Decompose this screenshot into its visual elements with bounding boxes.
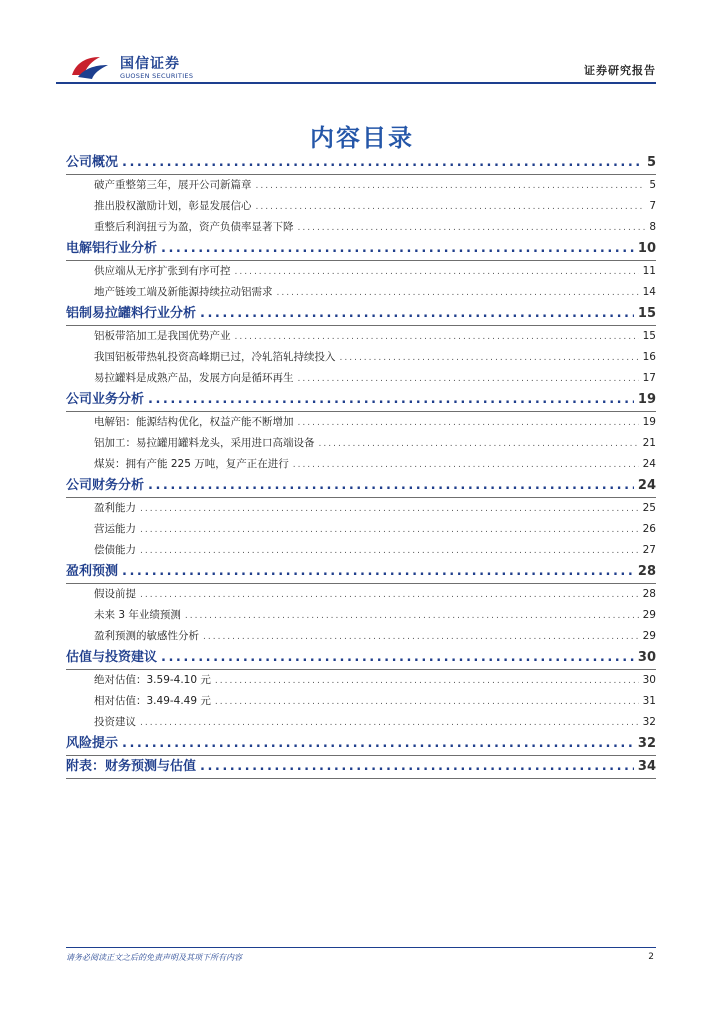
toc-subsection-entry[interactable]: [66, 326, 656, 347]
toc-subsection-entry[interactable]: [66, 691, 656, 712]
toc-subsection-title: 偿债能力: [94, 544, 136, 556]
disclaimer-note: 请务必阅读正文之后的免责声明及其项下所有内容: [66, 953, 242, 962]
toc-subsection-page: 30: [642, 674, 656, 686]
toc-section-title: 公司业务分析: [66, 392, 145, 407]
toc-subsection-entry[interactable]: [66, 712, 656, 733]
toc-subsection-title: 营运能力: [94, 523, 136, 535]
toc-subsection-title: 破产重整第三年，展开公司新篇章: [94, 179, 252, 191]
toc-subsection-page: 21: [642, 437, 656, 449]
toc-leader-dots: [298, 218, 646, 239]
toc-subsection-entry[interactable]: [66, 196, 656, 217]
footer-divider: [66, 947, 656, 948]
company-name-en: GUOSEN SECURITIES: [120, 72, 194, 80]
toc-section-page: 15: [637, 306, 656, 321]
toc-section-entry[interactable]: [66, 647, 656, 669]
toc-leader-dots: [140, 520, 639, 541]
toc-section-title: 公司概况: [66, 155, 119, 170]
toc-leader-dots: [277, 283, 639, 304]
toc-subsection-entry[interactable]: [66, 519, 656, 540]
toc-subsection-entry[interactable]: [66, 540, 656, 561]
toc-subsection-title: 投资建议: [94, 716, 136, 728]
toc-subsection-entry[interactable]: [66, 261, 656, 282]
toc-subsection-entry[interactable]: [66, 412, 656, 433]
toc-section-entry[interactable]: [66, 238, 656, 260]
toc-section-page: 10: [637, 241, 656, 256]
toc-leader-dots: [215, 671, 639, 692]
toc-leader-dots: [256, 176, 646, 197]
company-name-cn: 国信证券: [120, 56, 180, 72]
toc-leader-dots: [122, 561, 634, 583]
toc-subsection-entry[interactable]: [66, 670, 656, 691]
toc-subsection-entry[interactable]: [66, 175, 656, 196]
toc-leader-dots: [203, 627, 639, 648]
toc-leader-dots: [161, 647, 634, 669]
toc-title: 内容目录: [310, 124, 414, 152]
header-divider: [56, 82, 656, 84]
toc-section-title: 铝制易拉罐料行业分析: [66, 306, 197, 321]
toc-subsection-page: 28: [642, 588, 656, 600]
toc-subsection-page: 27: [642, 544, 656, 556]
toc-subsection-entry[interactable]: [66, 498, 656, 519]
page-header: [62, 48, 656, 86]
toc-section-page: 30: [637, 650, 656, 665]
toc-subsection-entry[interactable]: [66, 347, 656, 368]
toc-subsection-page: 29: [642, 609, 656, 621]
toc-section-page: 28: [637, 564, 656, 579]
toc-section-page: 32: [637, 736, 656, 751]
toc-leader-dots: [140, 585, 639, 606]
toc-subsection-title: 绝对估值：3.59-4.10 元: [94, 674, 211, 686]
toc-section-title: 附表：财务预测与估值: [66, 759, 197, 774]
page-number: 2: [648, 952, 654, 962]
toc-section-entry[interactable]: [66, 152, 656, 174]
toc-leader-dots: [235, 262, 639, 283]
toc-leader-dots: [298, 369, 639, 390]
toc-subsection-page: 24: [642, 458, 656, 470]
toc-section-page: 19: [637, 392, 656, 407]
toc-leader-dots: [185, 606, 639, 627]
toc-subsection-title: 煤炭：拥有产能 225 万吨，复产正在进行: [94, 458, 289, 470]
toc-leader-dots: [256, 197, 646, 218]
toc-subsection-title: 盈利预测的敏感性分析: [94, 630, 199, 642]
toc-subsection-page: 29: [642, 630, 656, 642]
toc-leader-dots: [340, 348, 639, 369]
toc-section-title: 电解铝行业分析: [66, 241, 158, 256]
toc-subsection-entry[interactable]: [66, 282, 656, 303]
toc-section-entry[interactable]: [66, 475, 656, 497]
toc-subsection-page: 14: [642, 286, 656, 298]
toc-leader-dots: [298, 413, 639, 434]
toc-leader-dots: [122, 733, 634, 755]
toc-section-title: 风险提示: [66, 736, 119, 751]
toc-subsection-title: 易拉罐料是成熟产品，发展方向是循环再生: [94, 372, 294, 384]
toc-leader-dots: [122, 152, 643, 174]
toc-subsection-entry[interactable]: [66, 454, 656, 475]
toc-subsection-entry[interactable]: [66, 626, 656, 647]
toc-subsection-entry[interactable]: [66, 217, 656, 238]
toc-subsection-title: 重整后利润扭亏为盈，资产负债率显著下降: [94, 221, 294, 233]
toc-subsection-title: 未来 3 年业绩预测: [94, 609, 181, 621]
toc-leader-dots: [140, 713, 639, 734]
toc-subsection-title: 相对估值：3.49-4.49 元: [94, 695, 211, 707]
toc-subsection-title: 盈利能力: [94, 502, 136, 514]
toc-subsection-page: 16: [642, 351, 656, 363]
toc-section-entry[interactable]: [66, 303, 656, 325]
toc-subsection-title: 推出股权激励计划，彰显发展信心: [94, 200, 252, 212]
toc-section-entry[interactable]: [66, 756, 656, 778]
toc-subsection-page: 25: [642, 502, 656, 514]
toc-subsection-title: 铝板带箔加工是我国优势产业: [94, 330, 231, 342]
toc-leader-dots: [215, 692, 639, 713]
toc-section-entry[interactable]: [66, 389, 656, 411]
toc-subsection-title: 地产链竣工端及新能源持续拉动铝需求: [94, 286, 273, 298]
toc-section-page: 24: [637, 478, 656, 493]
toc-subsection-page: 11: [642, 265, 656, 277]
toc-subsection-page: 8: [649, 221, 656, 233]
guosen-logo-icon: [70, 53, 110, 81]
toc-subsection-title: 我国铝板带热轧投资高峰期已过，冷轧箔轧持续投入: [94, 351, 336, 363]
toc-leader-dots: [148, 475, 634, 497]
toc-leader-dots: [140, 499, 639, 520]
toc-subsection-page: 5: [649, 179, 656, 191]
toc-leader-dots: [200, 303, 634, 325]
toc-subsection-page: 15: [642, 330, 656, 342]
toc-section-divider: [66, 778, 656, 779]
report-type-label: 证券研究报告: [584, 64, 656, 77]
toc-subsection-page: 32: [642, 716, 656, 728]
toc-subsection-title: 假设前提: [94, 588, 136, 600]
toc-subsection-entry[interactable]: [66, 433, 656, 454]
toc-section-title: 盈利预测: [66, 564, 119, 579]
toc-leader-dots: [148, 389, 634, 411]
toc-leader-dots: [161, 238, 634, 260]
toc-section-entry[interactable]: [66, 733, 656, 755]
toc-leader-dots: [319, 434, 639, 455]
toc-leader-dots: [235, 327, 639, 348]
toc-subsection-title: 铝加工：易拉罐用罐料龙头，采用进口高端设备: [94, 437, 315, 449]
toc-leader-dots: [140, 541, 639, 562]
toc-subsection-title: 供应端从无序扩张到有序可控: [94, 265, 231, 277]
toc-section-title: 公司财务分析: [66, 478, 145, 493]
toc-subsection-title: 电解铝：能源结构优化，权益产能不断增加: [94, 416, 294, 428]
toc-subsection-page: 17: [642, 372, 656, 384]
toc-subsection-page: 31: [642, 695, 656, 707]
toc-subsection-entry[interactable]: [66, 584, 656, 605]
table-of-contents: [66, 152, 656, 779]
toc-section-title: 估值与投资建议: [66, 650, 158, 665]
toc-section-entry[interactable]: [66, 561, 656, 583]
toc-leader-dots: [200, 756, 634, 778]
toc-section-page: 5: [646, 155, 656, 170]
toc-subsection-page: 7: [649, 200, 656, 212]
toc-subsection-entry[interactable]: [66, 368, 656, 389]
toc-subsection-entry[interactable]: [66, 605, 656, 626]
toc-subsection-page: 26: [642, 523, 656, 535]
toc-subsection-page: 19: [642, 416, 656, 428]
toc-leader-dots: [293, 455, 639, 476]
toc-section-page: 34: [637, 759, 656, 774]
